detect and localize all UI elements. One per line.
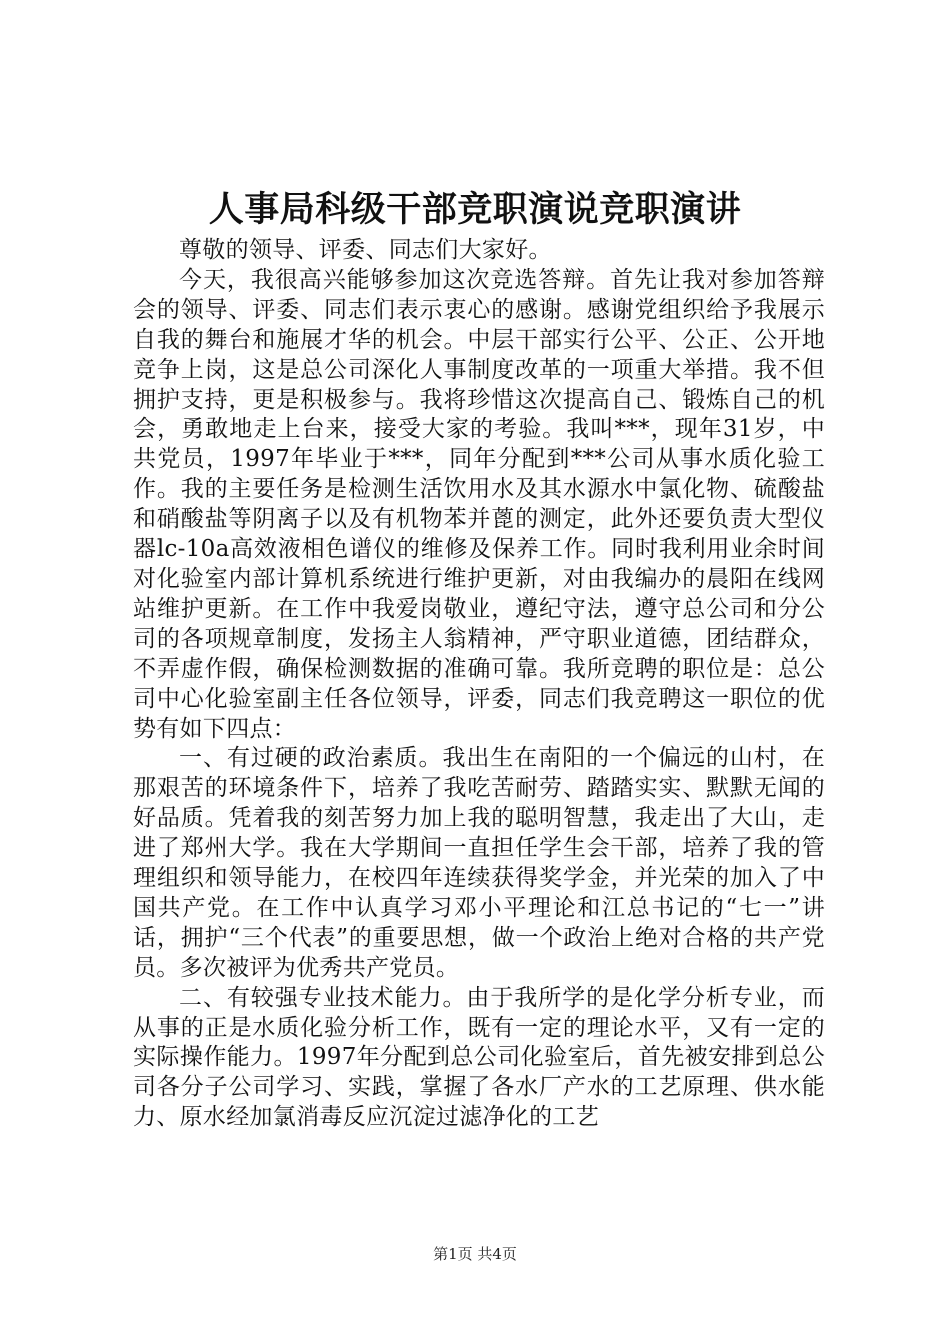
page-total: 共4页 (477, 1245, 517, 1263)
paragraph-introduction: 今天，我很高兴能够参加这次竞选答辩。首先让我对参加答辩会的领导、评委、同志们表示衷心的感谢。感谢党组织给予我展示自我的舞台和施展才华的机会。中层干部实行公平、公正、公开地竞争上岗，这是总公司深化人事制度改革的一项重大举措。我不但拥护支持，更是积极参与。我将珍惜这次提高自己、锻炼自己的机会，勇敢地走上台来，接受大家的考验。我叫***，现年31岁，中共党员，1997年毕业于***，同年分配到***公司从事水质化验工作。我的主要任务是检测生活饮用水及其水源水中氯化物、硫酸盐和硝酸盐等阴离子以及有机物苯并蓖的测定，此外还要负责大型仪器lc-10a高效液相色谱仪的维修及保养工作。同时我利用业余时间对化验室内部计算机系统进行维护更新，对由我编办的晨阳在线网站维护更新。在工作中我爱岗敬业，遵纪守法，遵守总公司和分公司的各项规章制度，发扬主人翁精神，严守职业道德，团结群众，不弄虚作假，确保检测数据的准确可靠。我所竞聘的职位是：总公司中心化验室副主任各位领导，评委，同志们我竞聘这一职位的优势有如下四点： (133, 266, 825, 742)
page-footer (0, 1244, 950, 1264)
paragraph-political-quality: 一、有过硬的政治素质。我出生在南阳的一个偏远的山村，在那艰苦的环境条件下，培养了我吃苦耐劳、踏踏实实、默默无闻的好品质。凭着我的刻苦努力加上我的聪明智慧，我走出了大山，走进了郑州大学。我在大学期间一直担任学生会干部，培养了我的管理组织和领导能力，在校四年连续获得奖学金，并光荣的加入了中国共产党。在工作中认真学习邓小平理论和江总书记的“七一”讲话，拥护“三个代表”的重要思想，做一个政治上绝对合格的共产党员。多次被评为优秀共产党员。 (133, 745, 825, 981)
document-body (133, 236, 825, 1133)
page-number: 第1页 (433, 1245, 473, 1263)
paragraph-greeting: 尊敬的领导、评委、同志们大家好。 (179, 237, 552, 263)
paragraph-technical-ability: 二、有较强专业技术能力。由于我所学的是化学分析专业，而从事的正是水质化验分析工作，既有一定的理论水平，又有一定的实际操作能力。1997年分配到总公司化验室后，首先被安排到总公司各分子公司学习、实践，掌握了各水厂产水的工艺原理、供水能力、原水经加氯消毒反应沉淀过滤净化的工艺 (133, 984, 825, 1131)
document-title: 人事局科级干部竞职演说竞职演讲 (208, 189, 742, 230)
